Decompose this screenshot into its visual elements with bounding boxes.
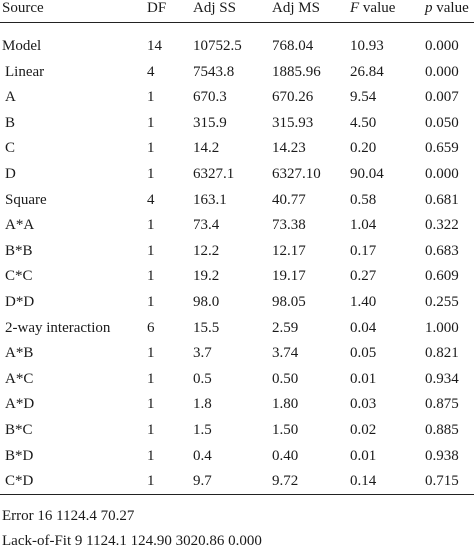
table-row	[0, 469, 474, 494]
cell-p-value: 0.050	[425, 114, 459, 131]
cell-source: D*D	[5, 294, 35, 310]
cell-p-value: 0.885	[425, 422, 459, 438]
cell-source: A*D	[5, 396, 35, 413]
cell-df: 1	[147, 217, 155, 234]
cell-adj-ms: 1.80	[272, 396, 299, 413]
cell-p-value: 0.934	[425, 370, 459, 387]
cell-adj-ms: 2.59	[272, 319, 299, 336]
cell-adj-ms: 768.04	[272, 38, 314, 54]
cell-adj-ss: 6327.1	[193, 166, 235, 182]
cell-adj-ms: 6327.10	[272, 166, 321, 182]
cell-p-value: 0.000	[425, 166, 459, 182]
cell-df: 1	[147, 166, 155, 182]
cell-adj-ss: 19.2	[193, 268, 220, 285]
cell-f-value: 0.17	[350, 242, 377, 259]
cell-p-value: 0.007	[425, 89, 459, 106]
cell-p-value: 0.938	[425, 447, 459, 464]
table-row	[0, 188, 474, 213]
cell-f-value: 0.03	[350, 396, 377, 413]
cell-source: B*B	[5, 242, 33, 259]
cell-source: B*D	[5, 447, 34, 464]
header-f-value	[350, 0, 395, 21]
table-row	[0, 213, 474, 238]
cell-source: C*C	[5, 268, 33, 285]
cell-f-value: 10.93	[350, 38, 384, 54]
cell-f-value: 0.27	[350, 268, 377, 285]
cell-p-value: 0.000	[425, 38, 459, 54]
cell-source: B*C	[5, 422, 33, 438]
cell-adj-ms: 40.77	[272, 191, 306, 208]
cell-f-value: 0.20	[350, 140, 377, 157]
bottom-rule	[0, 494, 474, 495]
header-df: DF	[147, 0, 167, 16]
cell-f-value: 0.05	[350, 345, 377, 362]
cell-df: 1	[147, 294, 155, 310]
cell-adj-ss: 0.5	[193, 370, 212, 387]
cell-p-value: 0.255	[425, 294, 459, 310]
cell-adj-ms: 3.74	[272, 345, 299, 362]
cell-adj-ss: 73.4	[193, 217, 220, 234]
table-row	[0, 85, 474, 110]
cell-adj-ms: 1.50	[272, 422, 299, 438]
cell-f-value: 26.84	[350, 63, 384, 80]
table-row	[0, 392, 474, 417]
table-row	[0, 264, 474, 289]
cell-p-value: 1.000	[425, 319, 459, 336]
footer-error-line: Error 16 1124.4 70.27	[2, 508, 135, 524]
cell-adj-ms: 670.26	[272, 89, 314, 106]
cell-f-value: 0.01	[350, 370, 377, 387]
table-row	[0, 341, 474, 366]
cell-source: Linear	[5, 63, 45, 80]
cell-adj-ms: 0.50	[272, 370, 299, 387]
cell-adj-ss: 315.9	[193, 114, 227, 131]
table-row	[0, 136, 474, 161]
cell-adj-ss: 0.4	[193, 447, 212, 464]
table-row	[0, 444, 474, 469]
cell-source: C	[5, 140, 16, 157]
cell-adj-ms: 12.17	[272, 242, 306, 259]
cell-source: C*D	[5, 473, 34, 490]
header-f-word: value	[359, 0, 396, 16]
cell-p-value: 0.681	[425, 191, 459, 208]
table-header-row	[0, 0, 474, 21]
cell-source: 2-way interaction	[5, 319, 111, 336]
cell-f-value: 9.54	[350, 89, 377, 106]
cell-f-value: 0.04	[350, 319, 377, 336]
cell-p-value: 0.715	[425, 473, 459, 490]
table-row	[0, 162, 474, 187]
cell-df: 1	[147, 140, 155, 157]
cell-p-value: 0.322	[425, 217, 459, 234]
cell-f-value: 0.01	[350, 447, 377, 464]
header-rule	[0, 22, 474, 23]
cell-source: A*C	[5, 370, 34, 387]
cell-df: 1	[147, 268, 155, 285]
cell-df: 1	[147, 422, 155, 438]
cell-df: 1	[147, 114, 155, 131]
cell-df: 1	[147, 370, 155, 387]
cell-f-value: 4.50	[350, 114, 377, 131]
cell-source: B	[5, 114, 16, 131]
header-p-symbol: p	[425, 0, 433, 16]
header-adj-ms: Adj MS	[272, 0, 320, 16]
cell-source: Square	[5, 191, 47, 208]
header-p-word: value	[432, 0, 469, 16]
cell-adj-ms: 0.40	[272, 447, 299, 464]
cell-adj-ms: 315.93	[272, 114, 314, 131]
table-row	[0, 418, 474, 443]
header-adj-ss: Adj SS	[193, 0, 236, 16]
cell-adj-ss: 1.5	[193, 422, 212, 438]
cell-p-value: 0.000	[425, 63, 459, 80]
cell-df: 1	[147, 345, 155, 362]
cell-p-value: 0.821	[425, 345, 459, 362]
header-f-symbol: F	[350, 0, 360, 16]
cell-df: 1	[147, 447, 155, 464]
cell-p-value: 0.659	[425, 140, 459, 157]
cell-adj-ss: 670.3	[193, 89, 227, 106]
footer-lack-of-fit-line: Lack-of-Fit 9 1124.1 124.90 3020.86 0.000	[2, 533, 262, 549]
cell-df: 1	[147, 473, 155, 490]
cell-adj-ss: 10752.5	[193, 38, 242, 54]
cell-f-value: 0.14	[350, 473, 377, 490]
cell-f-value: 0.02	[350, 422, 377, 438]
cell-source: D	[5, 166, 16, 182]
table-row	[0, 367, 474, 392]
table-row	[0, 34, 474, 59]
cell-p-value: 0.875	[425, 396, 459, 413]
cell-source: A*A	[5, 217, 35, 234]
cell-adj-ss: 7543.8	[193, 63, 235, 80]
cell-adj-ss: 15.5	[193, 319, 220, 336]
cell-p-value: 0.609	[425, 268, 459, 285]
cell-df: 1	[147, 396, 155, 413]
cell-p-value: 0.683	[425, 242, 459, 259]
table-row	[0, 60, 474, 85]
cell-source: A*B	[5, 345, 34, 362]
header-source: Source	[2, 0, 44, 16]
cell-f-value: 1.04	[350, 217, 377, 234]
cell-adj-ms: 73.38	[272, 217, 306, 234]
cell-df: 4	[147, 191, 155, 208]
cell-adj-ms: 1885.96	[272, 63, 321, 80]
cell-adj-ss: 9.7	[193, 473, 212, 490]
cell-df: 1	[147, 242, 155, 259]
cell-adj-ss: 12.2	[193, 242, 220, 259]
cell-adj-ss: 14.2	[193, 140, 220, 157]
header-p-value	[425, 0, 469, 21]
cell-df: 6	[147, 319, 155, 336]
cell-adj-ss: 1.8	[193, 396, 212, 413]
cell-df: 1	[147, 89, 155, 106]
cell-adj-ms: 98.05	[272, 294, 306, 310]
cell-f-value: 90.04	[350, 166, 384, 182]
cell-f-value: 0.58	[350, 191, 377, 208]
cell-adj-ms: 14.23	[272, 140, 306, 157]
cell-adj-ss: 163.1	[193, 191, 227, 208]
cell-adj-ms: 9.72	[272, 473, 299, 490]
cell-df: 4	[147, 63, 155, 80]
cell-adj-ss: 3.7	[193, 345, 212, 362]
table-row	[0, 111, 474, 136]
cell-adj-ss: 98.0	[193, 294, 220, 310]
cell-df: 14	[147, 38, 162, 54]
table-row	[0, 316, 474, 341]
cell-source: Model	[2, 38, 42, 54]
cell-f-value: 1.40	[350, 294, 377, 310]
cell-adj-ms: 19.17	[272, 268, 306, 285]
cell-source: A	[5, 89, 16, 106]
table-row	[0, 290, 474, 315]
table-row	[0, 239, 474, 264]
